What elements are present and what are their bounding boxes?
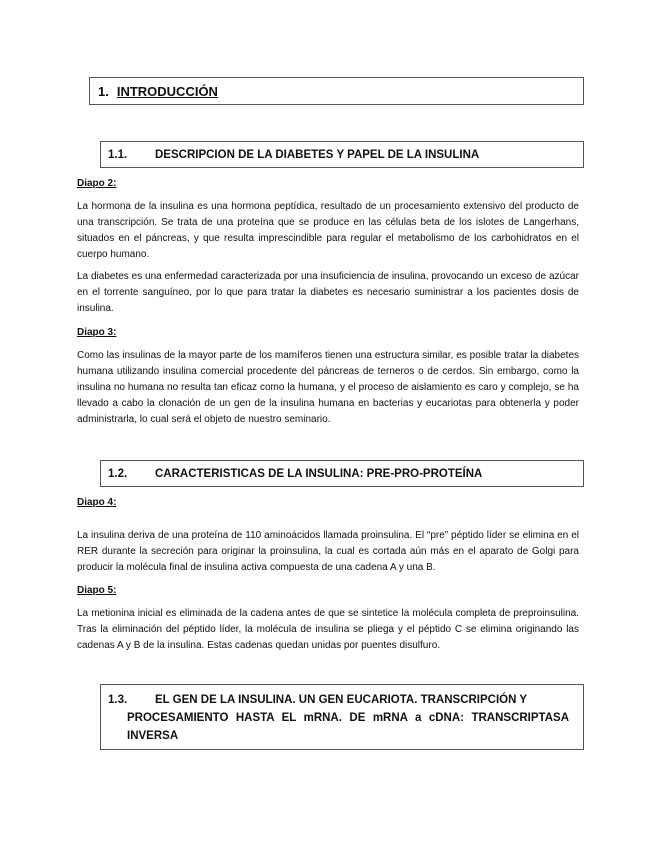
diapo-4-label: Diapo 4: [77, 497, 117, 508]
section-1-1-title: DESCRIPCION DE LA DIABETES Y PAPEL DE LA INSULINA [155, 148, 480, 161]
section-1-2-number: 1.2. [108, 467, 128, 480]
section-1-3-title-rest: PROCESAMIENTO HASTA EL mRNA. DE mRNA a cDNA: TRANSCRIPTASA INVERSA [127, 712, 569, 742]
diapo-3-label: Diapo 3: [77, 327, 117, 338]
diapo-5-label: Diapo 5: [77, 585, 117, 596]
diapo-5-paragraph-1: La metionina inicial es eliminada de la cadena antes de que se sintetice la molécula completa de preproinsulina. Tras la eliminación del péptido líder, la molécula de insulina se pliega y el péptido C se elimina originando las cadenas A y B de la insulina. Estas cadenas quedan unidas por puentes disulfuro. [77, 608, 579, 651]
section-1-2-title: CARACTERISTICAS DE LA INSULINA: PRE-PRO-PROTEÍNA [155, 467, 483, 480]
section-1-1-number: 1.1. [108, 148, 128, 161]
diapo-2-paragraph-1: La hormona de la insulina es una hormona peptídica, resultado de un procesamiento extensivo del producto de una transcripción. Se trata de una proteína que se produce en las células beta de los islotes de Langerhans, situados en el páncreas, y que resulta imprescindible para regular el metabolismo de los carbohidratos en el cuerpo humano. [77, 201, 579, 260]
section-1-3-number: 1.3. [108, 694, 128, 706]
diapo-2-label: Diapo 2: [77, 178, 117, 189]
section-1-2-heading [100, 460, 584, 487]
diapo-3-paragraph-1: Como las insulinas de la mayor parte de los mamíferos tienen una estructura similar, es posible tratar la diabetes humana utilizando insulina comercial procedente del páncreas de terneros o de cerdos. Sin embargo, como la insulina no humana no resulta tan eficaz como la humana, y el proceso de aislamiento es caro y complejo, se ha llevado a cabo la clonación de un gen de la insulina humana en bacterias y eucariotas para obtenerla y poder administrarla, lo cual será el objeto de nuestro seminario. [77, 350, 579, 425]
diapo-4-paragraph-1: La insulina deriva de una proteína de 110 aminoácidos llamada proinsulina. El “pre” péptido líder se elimina en el RER durante la secreción para originar la proinsulina, la cual es cortada aún más en el aparato de Golgi para producir la molécula final de insulina activa compuesta de una cadena A y una B. [77, 530, 579, 573]
section-1-3-title-line-1: EL GEN DE LA INSULINA. UN GEN EUCARIOTA. TRANSCRIPCIÓN Y [155, 694, 528, 706]
section-1-heading [89, 77, 584, 105]
section-1-3-heading [100, 684, 584, 750]
section-1-number: 1. [98, 83, 109, 99]
section-1-title: INTRODUCCIÓN [116, 83, 218, 99]
diapo-2-paragraph-2: La diabetes es una enfermedad caracterizada por una insuficiencia de insulina, provocando un exceso de azúcar en el torrente sanguíneo, por lo que para tratar la diabetes es necesario suministrar a los pacientes dosis de insulina. [77, 271, 579, 314]
section-1-1-heading [100, 141, 584, 168]
